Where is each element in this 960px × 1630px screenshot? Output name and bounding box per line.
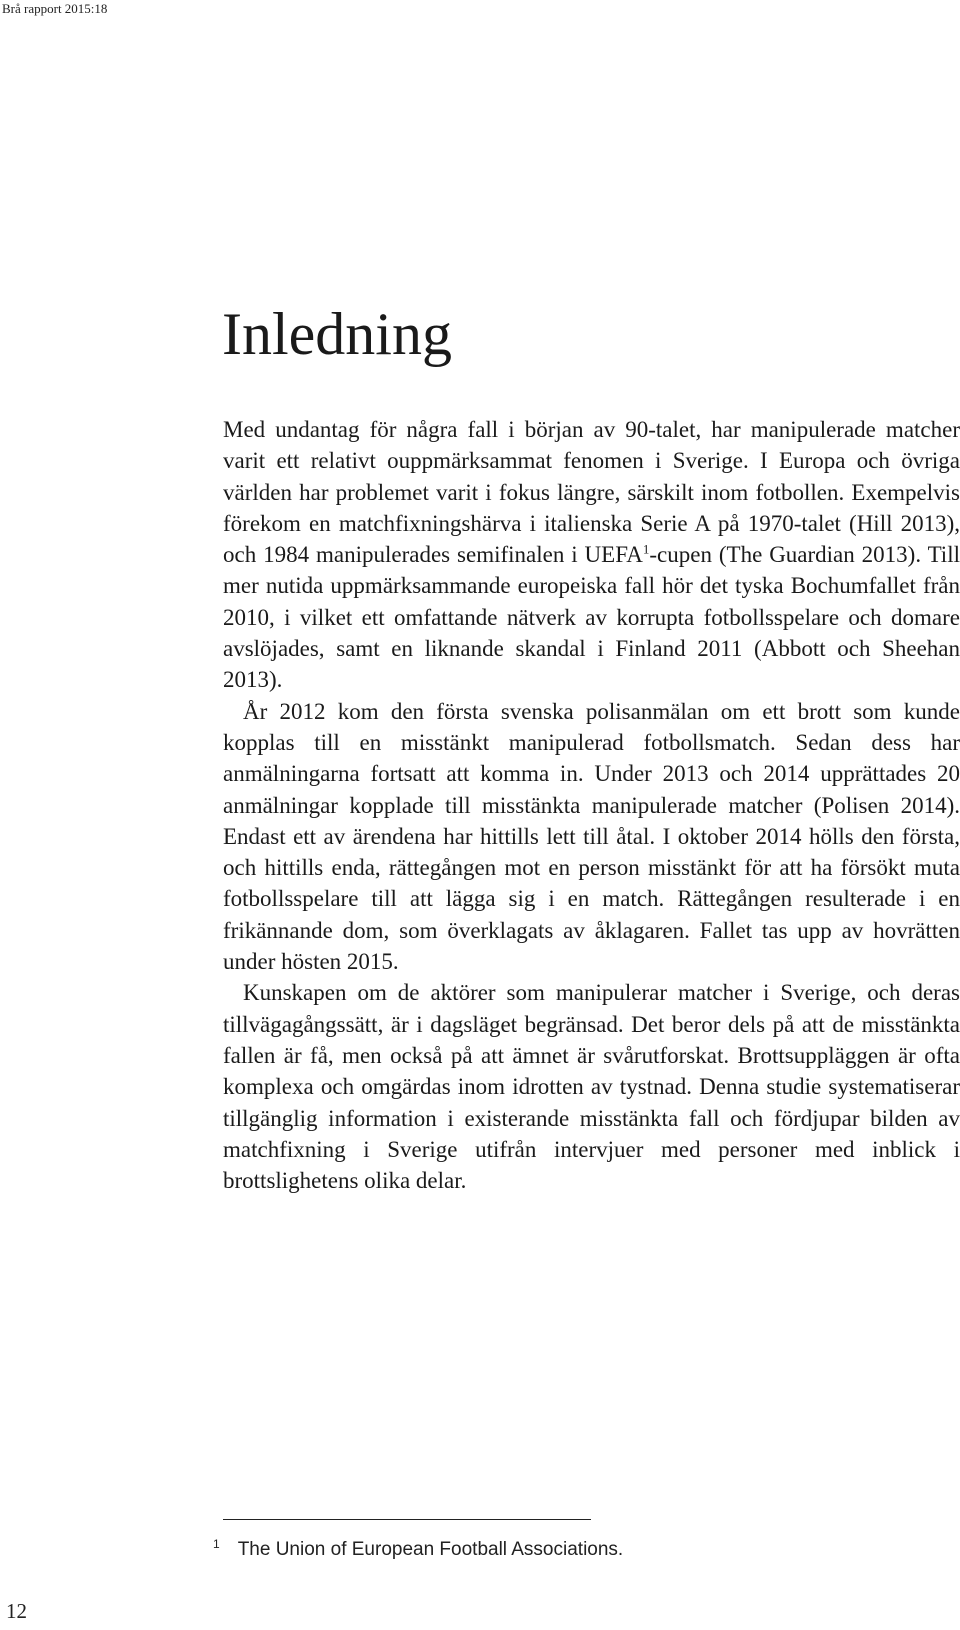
body-text — [223, 414, 960, 1196]
footnote-reference: 1 — [642, 541, 650, 557]
paragraph-1-text-b: -cupen (The Guardian 2013). Till mer nutida uppmärksammande europeiska fall hör det tyska Bochumfallet från 2010, i vilket ett omfattande nätverk av korrupta fotbollsspelare och domare avslöjades, samt en liknande skandal i Finland 2011 (Abbott och Sheehan 2013). — [223, 542, 960, 693]
footnote-divider — [223, 1519, 591, 1520]
footnote — [213, 1532, 623, 1562]
page-number: 12 — [6, 1599, 27, 1623]
footnote-marker: 1 — [213, 1537, 220, 1551]
paragraph-3: Kunskapen om de aktörer som manipulerar matcher i Sverige, och deras tillvägagångssätt, är i dagsläget begränsad. Det beror dels på att de misstänkta fallen är få, men också på att ämnet är svårutforskat. Brottsuppläggen är ofta komplexa och omgärdas inom idrotten av tystnad. Denna studie systematiserar tillgänglig information i existerande misstänkta fall och fördjupar bilden av matchfixning i Sverige utifrån intervjuer med personer med inblick i brottslighetens olika delar. — [223, 980, 960, 1194]
paragraph-2: År 2012 kom den första svenska polisanmälan om ett brott som kunde kopplas till en misstänkt manipulerad fotbollsmatch. Sedan dess har anmälningarna fortsatt att komma in. Under 2013 och 2014 upprättades 20 anmälningar kopplade till misstänkta manipulerade matcher (Polisen 2014). Endast ett av ärendena har hittills lett till åtal. I oktober 2014 hölls den första, och hittills enda, rättegången mot en person misstänkt för att ha försökt muta fotbollsspelare till att lägga sig i en match. Rättegången resulterade i en frikännande dom, som överklagats av åklagaren. Fallet tas upp av hovrätten under hösten 2015. — [223, 698, 960, 975]
chapter-title: Inledning — [222, 301, 452, 367]
running-header: Brå rapport 2015:18 — [2, 1, 108, 16]
footnote-text: The Union of European Football Associations. — [237, 1539, 624, 1560]
paragraph-1-text-a: Med undantag för några fall i början av 90-talet, har manipulerade matcher varit ett relativt ouppmärksammat fenomen i Sverige. I Europa och övriga världen har problemet varit i fokus längre, särskilt inom fotbollen. Exempelvis förekom en matchfixningshärva i italienska Serie A på 1970-talet (Hill 2013), och 1984 manipulerades semifinalen i UEFA — [223, 417, 960, 568]
paragraph-1 — [223, 414, 960, 696]
